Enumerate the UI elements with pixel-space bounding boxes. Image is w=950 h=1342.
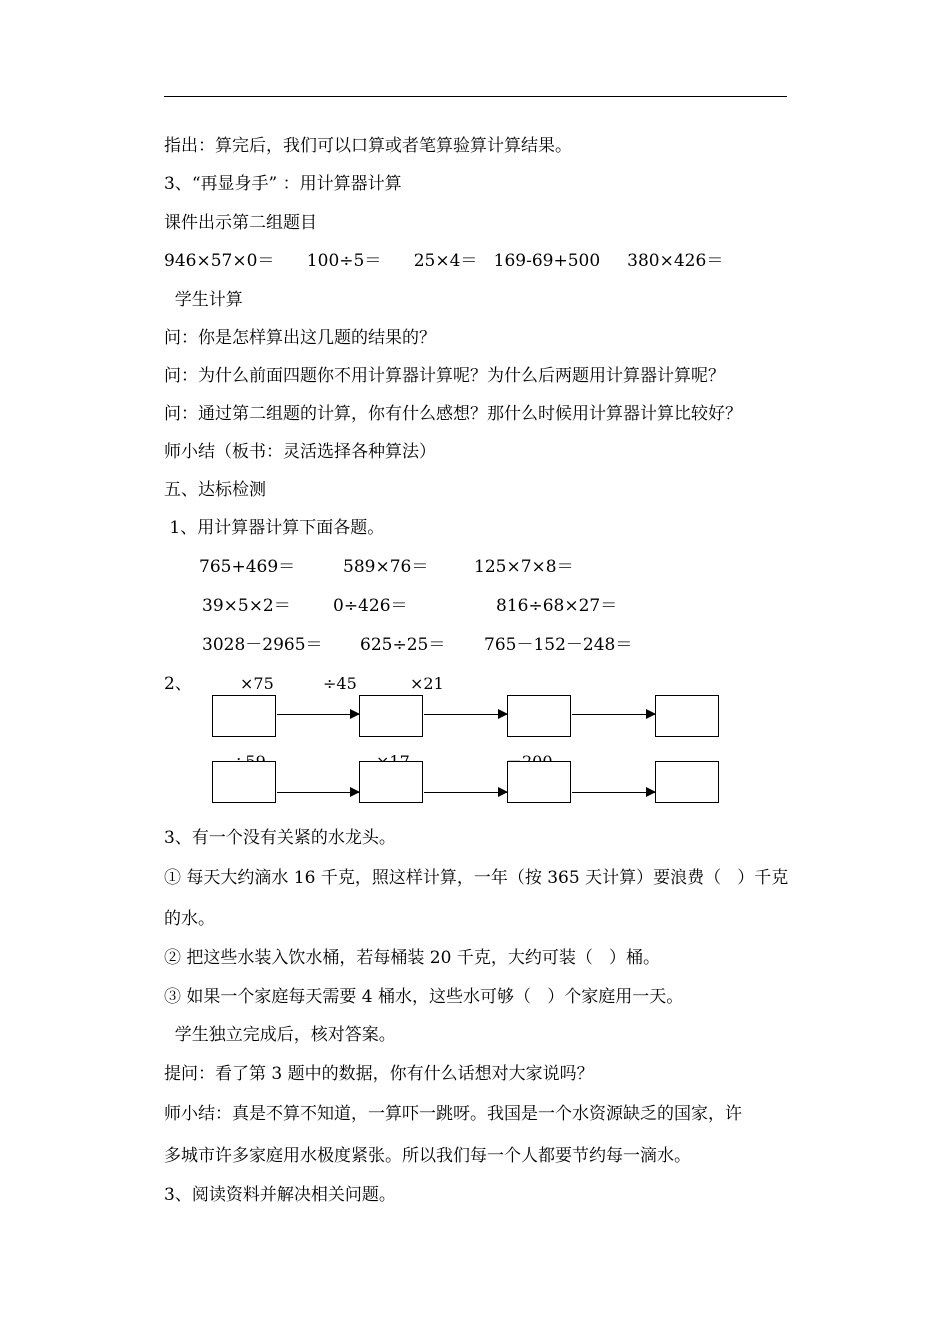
- answer-box[interactable]: [212, 695, 276, 737]
- text-line-6: 问：你是怎样算出这几题的结果的？: [164, 328, 436, 348]
- text-line-17: 学生独立完成后，核对答案。: [164, 1025, 396, 1045]
- exercise1-item: 589×76＝: [343, 557, 429, 577]
- arrow: [424, 792, 507, 793]
- arrow: [572, 792, 655, 793]
- text-line-10: 五、达标检测: [164, 480, 266, 500]
- answer-box[interactable]: [359, 761, 423, 803]
- answer-box[interactable]: [212, 761, 276, 803]
- text-line-3: 课件出示第二组题目: [164, 213, 317, 233]
- text-line-4: 946×57×0＝ 100÷5＝ 25×4＝ 169-69+500 380×426＝: [164, 251, 724, 271]
- operator-label: [506, 752, 553, 761]
- exercise1-item: 3028－2965＝: [202, 635, 323, 655]
- exercise2-label: 2、: [164, 674, 192, 694]
- answer-box[interactable]: [359, 695, 423, 737]
- text-line-1: 指出：算完后，我们可以口算或者笔算验算计算结果。: [164, 136, 572, 156]
- text-line-20: 多城市许多家庭用水极度紧张。所以我们每一个人都要节约每一滴水。: [164, 1146, 691, 1166]
- text-line-12: 3、有一个没有关紧的水龙头。: [164, 828, 396, 848]
- operator-label: [232, 752, 266, 761]
- text-line-16: ③ 如果一个家庭每天需要 4 桶水，这些水可够（ ）个家庭用一天。: [164, 987, 684, 1007]
- exercise1-item: 0÷426＝: [333, 596, 408, 616]
- text-line-13: ① 每天大约滴水 16 千克，照这样计算，一年（按 365 天计算）要浪费（ ）千克: [164, 868, 789, 888]
- text-line-18: 提问：看了第 3 题中的数据，你有什么话想对大家说吗？: [164, 1064, 594, 1084]
- operator-label: ×75: [240, 674, 274, 693]
- operator-label: [376, 752, 410, 761]
- exercise1-item: 39×5×2＝: [202, 596, 291, 616]
- text-line-5: 学生计算: [164, 290, 243, 310]
- text-line-19: 师小结：真是不算不知道，一算吓一跳呀。我国是一个水资源缺乏的国家，许: [164, 1104, 742, 1124]
- arrow: [424, 714, 507, 715]
- exercise1-item: 125×7×8＝: [474, 557, 574, 577]
- text-line-8: 问：通过第二组题的计算，你有什么感想？那什么时候用计算器计算比较好？: [164, 404, 742, 424]
- text-line-15: ② 把这些水装入饮水桶，若每桶装 20 千克，大约可装（ ）桶。: [164, 948, 661, 968]
- operator-label: ÷45: [323, 674, 357, 693]
- answer-box[interactable]: [507, 761, 571, 803]
- answer-box[interactable]: [655, 761, 719, 803]
- answer-box[interactable]: [507, 695, 571, 737]
- exercise1-item: 816÷68×27＝: [496, 596, 618, 616]
- arrow: [277, 792, 359, 793]
- text-line-11: 1、用计算器计算下面各题。: [164, 518, 385, 538]
- header-rule: [164, 96, 787, 97]
- answer-box[interactable]: [655, 695, 719, 737]
- text-line-7: 问：为什么前面四题你不用计算器计算呢？为什么后两题用计算器计算呢？: [164, 366, 725, 386]
- arrow: [572, 714, 655, 715]
- text-line-9: 师小结（板书：灵活选择各种算法）: [164, 442, 436, 462]
- exercise1-item: 765+469＝: [199, 557, 296, 577]
- operator-label: ×21: [410, 674, 444, 693]
- text-line-21: 3、阅读资料并解决相关问题。: [164, 1185, 396, 1205]
- text-line-2: 3、“再显身手” ：用计算器计算: [164, 174, 402, 194]
- text-line-14: 的水。: [164, 909, 215, 929]
- arrow: [277, 714, 359, 715]
- exercise1-item: 625÷25＝: [360, 635, 446, 655]
- exercise1-item: 765－152－248＝: [484, 635, 633, 655]
